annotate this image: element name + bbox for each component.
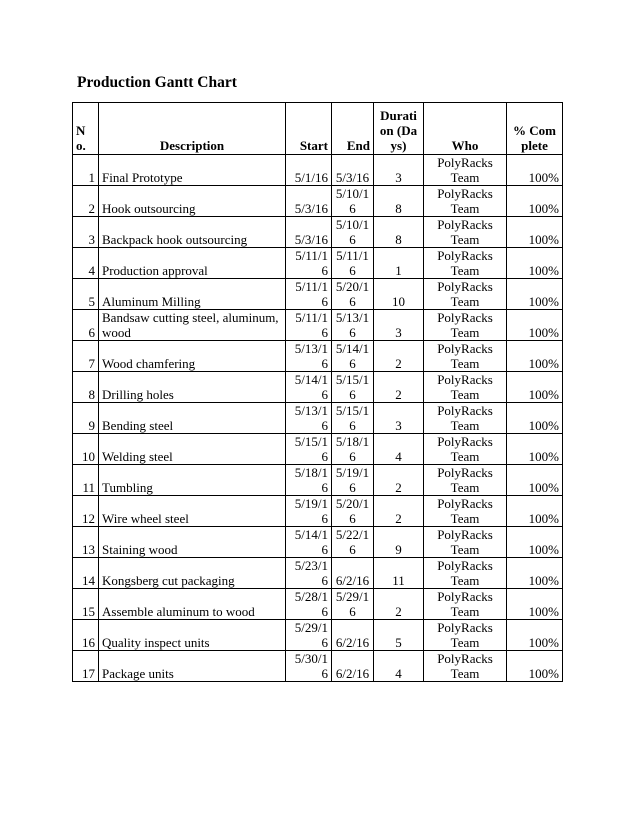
cell-no: 3	[73, 217, 99, 248]
cell-no: 10	[73, 434, 99, 465]
table-row	[73, 341, 563, 372]
cell-complete: 100%	[507, 527, 563, 558]
cell-no: 11	[73, 465, 99, 496]
cell-no: 5	[73, 279, 99, 310]
cell-end: 6/2/16	[332, 620, 374, 651]
cell-end: 5/19/16	[332, 465, 374, 496]
cell-duration: 8	[374, 217, 424, 248]
cell-start: 5/19/16	[286, 496, 332, 527]
cell-start: 5/28/16	[286, 589, 332, 620]
cell-end: 5/15/16	[332, 403, 374, 434]
cell-end: 5/15/16	[332, 372, 374, 403]
cell-duration: 2	[374, 372, 424, 403]
cell-who: PolyRacks Team	[424, 217, 507, 248]
cell-no: 7	[73, 341, 99, 372]
cell-complete: 100%	[507, 496, 563, 527]
cell-no: 16	[73, 620, 99, 651]
cell-duration: 4	[374, 651, 424, 682]
cell-who: PolyRacks Team	[424, 527, 507, 558]
cell-description: Drilling holes	[99, 372, 286, 403]
cell-no: 8	[73, 372, 99, 403]
cell-who: PolyRacks Team	[424, 341, 507, 372]
cell-complete: 100%	[507, 248, 563, 279]
cell-who: PolyRacks Team	[424, 403, 507, 434]
cell-start: 5/3/16	[286, 217, 332, 248]
header-duration: Duration (Days)	[374, 103, 424, 155]
cell-description: Production approval	[99, 248, 286, 279]
cell-end: 5/10/16	[332, 217, 374, 248]
cell-start: 5/11/16	[286, 310, 332, 341]
cell-end: 5/3/16	[332, 155, 374, 186]
cell-start: 5/14/16	[286, 527, 332, 558]
cell-end: 5/22/16	[332, 527, 374, 558]
table-row	[73, 403, 563, 434]
cell-description: Staining wood	[99, 527, 286, 558]
cell-duration: 8	[374, 186, 424, 217]
cell-complete: 100%	[507, 403, 563, 434]
gantt-table	[72, 102, 563, 682]
cell-duration: 2	[374, 496, 424, 527]
cell-end: 5/14/16	[332, 341, 374, 372]
cell-who: PolyRacks Team	[424, 465, 507, 496]
table-row	[73, 372, 563, 403]
cell-no: 15	[73, 589, 99, 620]
cell-no: 14	[73, 558, 99, 589]
table-row	[73, 527, 563, 558]
cell-description: Wood chamfering	[99, 341, 286, 372]
header-no: No.	[73, 103, 99, 155]
cell-complete: 100%	[507, 620, 563, 651]
cell-no: 1	[73, 155, 99, 186]
cell-description: Bending steel	[99, 403, 286, 434]
cell-complete: 100%	[507, 589, 563, 620]
cell-end: 5/13/16	[332, 310, 374, 341]
cell-no: 4	[73, 248, 99, 279]
cell-no: 9	[73, 403, 99, 434]
cell-complete: 100%	[507, 341, 563, 372]
cell-who: PolyRacks Team	[424, 589, 507, 620]
cell-no: 13	[73, 527, 99, 558]
cell-complete: 100%	[507, 310, 563, 341]
cell-duration: 1	[374, 248, 424, 279]
cell-description: Wire wheel steel	[99, 496, 286, 527]
cell-complete: 100%	[507, 155, 563, 186]
table-row	[73, 155, 563, 186]
table-row	[73, 279, 563, 310]
cell-who: PolyRacks Team	[424, 558, 507, 589]
cell-description: Aluminum Milling	[99, 279, 286, 310]
cell-who: PolyRacks Team	[424, 496, 507, 527]
cell-end: 5/11/16	[332, 248, 374, 279]
cell-who: PolyRacks Team	[424, 620, 507, 651]
cell-start: 5/14/16	[286, 372, 332, 403]
cell-complete: 100%	[507, 434, 563, 465]
cell-start: 5/3/16	[286, 186, 332, 217]
cell-start: 5/18/16	[286, 465, 332, 496]
cell-complete: 100%	[507, 186, 563, 217]
cell-duration: 2	[374, 589, 424, 620]
table-row	[73, 310, 563, 341]
cell-start: 5/29/16	[286, 620, 332, 651]
cell-complete: 100%	[507, 217, 563, 248]
cell-complete: 100%	[507, 372, 563, 403]
cell-duration: 3	[374, 155, 424, 186]
cell-who: PolyRacks Team	[424, 310, 507, 341]
table-row	[73, 496, 563, 527]
table-row	[73, 651, 563, 682]
cell-end: 5/20/16	[332, 496, 374, 527]
cell-start: 5/13/16	[286, 403, 332, 434]
cell-who: PolyRacks Team	[424, 651, 507, 682]
cell-end: 5/10/16	[332, 186, 374, 217]
cell-duration: 10	[374, 279, 424, 310]
cell-start: 5/11/16	[286, 248, 332, 279]
cell-duration: 3	[374, 310, 424, 341]
cell-start: 5/1/16	[286, 155, 332, 186]
cell-end: 5/18/16	[332, 434, 374, 465]
table-row	[73, 217, 563, 248]
cell-who: PolyRacks Team	[424, 155, 507, 186]
cell-who: PolyRacks Team	[424, 279, 507, 310]
cell-duration: 3	[374, 403, 424, 434]
cell-who: PolyRacks Team	[424, 434, 507, 465]
cell-description: Package units	[99, 651, 286, 682]
cell-description: Quality inspect units	[99, 620, 286, 651]
cell-duration: 11	[374, 558, 424, 589]
cell-description: Tumbling	[99, 465, 286, 496]
cell-description: Final Prototype	[99, 155, 286, 186]
cell-no: 6	[73, 310, 99, 341]
cell-who: PolyRacks Team	[424, 248, 507, 279]
cell-start: 5/15/16	[286, 434, 332, 465]
task-rows	[73, 155, 563, 682]
cell-no: 2	[73, 186, 99, 217]
header-who: Who	[424, 103, 507, 155]
cell-description: Assemble aluminum to wood	[99, 589, 286, 620]
cell-duration: 5	[374, 620, 424, 651]
cell-description: Bandsaw cutting steel, aluminum, wood	[99, 310, 286, 341]
cell-duration: 9	[374, 527, 424, 558]
table-row	[73, 186, 563, 217]
table-row	[73, 620, 563, 651]
table-row	[73, 589, 563, 620]
cell-end: 5/29/16	[332, 589, 374, 620]
cell-description: Kongsberg cut packaging	[99, 558, 286, 589]
cell-complete: 100%	[507, 558, 563, 589]
cell-description: Hook outsourcing	[99, 186, 286, 217]
header-start: Start	[286, 103, 332, 155]
table-row	[73, 558, 563, 589]
header-description: Description	[99, 103, 286, 155]
cell-duration: 2	[374, 341, 424, 372]
table-row	[73, 434, 563, 465]
table-header-row	[73, 103, 563, 155]
table-row	[73, 465, 563, 496]
cell-duration: 2	[374, 465, 424, 496]
cell-complete: 100%	[507, 465, 563, 496]
cell-start: 5/23/16	[286, 558, 332, 589]
cell-start: 5/11/16	[286, 279, 332, 310]
cell-description: Welding steel	[99, 434, 286, 465]
cell-complete: 100%	[507, 651, 563, 682]
cell-description: Backpack hook outsourcing	[99, 217, 286, 248]
cell-who: PolyRacks Team	[424, 372, 507, 403]
cell-end: 6/2/16	[332, 558, 374, 589]
cell-no: 12	[73, 496, 99, 527]
cell-duration: 4	[374, 434, 424, 465]
cell-who: PolyRacks Team	[424, 186, 507, 217]
cell-end: 6/2/16	[332, 651, 374, 682]
cell-end: 5/20/16	[332, 279, 374, 310]
cell-start: 5/13/16	[286, 341, 332, 372]
cell-complete: 100%	[507, 279, 563, 310]
header-complete: % Complete	[507, 103, 563, 155]
cell-start: 5/30/16	[286, 651, 332, 682]
table-row	[73, 248, 563, 279]
cell-no: 17	[73, 651, 99, 682]
document-title: Production Gantt Chart	[77, 74, 237, 91]
header-end: End	[332, 103, 374, 155]
